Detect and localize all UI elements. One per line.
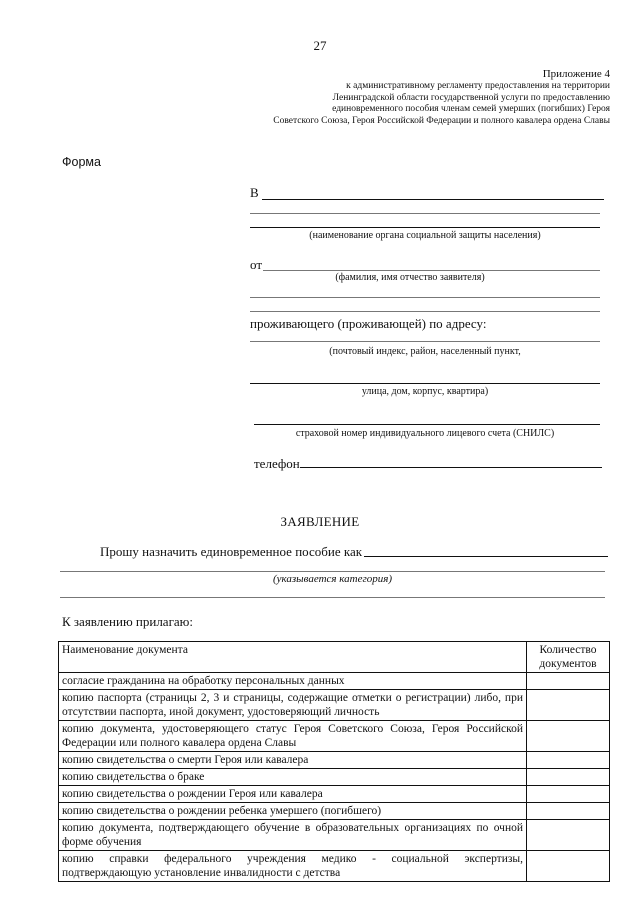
residence-field-line-2[interactable]: [250, 383, 600, 384]
table-row: [59, 752, 610, 769]
residence-caption-2: улица, дом, корпус, квартира): [361, 386, 489, 397]
appendix-line: Ленинградской области государственной услуги по предоставлению: [332, 92, 610, 103]
quantity-cell[interactable]: [527, 752, 610, 769]
quantity-cell[interactable]: [527, 786, 610, 803]
phone-label: телефон: [254, 456, 300, 471]
appendix-line: к административному регламенту предоставления на территории: [346, 81, 610, 91]
document-name: копию свидетельства о браке: [59, 769, 527, 786]
document-name: копию свидетельства о смерти Героя или кавалера: [59, 752, 527, 769]
category-field-line-3[interactable]: [60, 597, 605, 598]
table-row: [59, 820, 610, 851]
appendix-header: [220, 67, 610, 127]
residence-caption-1: (почтовый индекс, район, населенный пункт,: [329, 346, 521, 357]
category-field-line[interactable]: [364, 556, 608, 557]
document-name: копию паспорта (страницы 2, 3 и страницы, содержащие отметки о регистрации) либо, при отсутствии паспорта, иной документ, удостоверяющий личность: [59, 690, 527, 721]
quantity-cell[interactable]: [527, 673, 610, 690]
document-name: копию справки федерального учреждения медико - социальной экспертизы, подтверждающую установление инвалидности с детства: [59, 851, 527, 882]
document-name: копию свидетельства о рождении Героя или кавалера: [59, 786, 527, 803]
from-prefix: от: [250, 257, 263, 272]
to-field-line-3[interactable]: [250, 227, 600, 228]
residence-field-line[interactable]: [250, 341, 600, 342]
table-row: [59, 803, 610, 820]
table-header-row: [59, 642, 610, 673]
attachments-intro: К заявлению прилагаю:: [62, 614, 194, 629]
quantity-cell[interactable]: [527, 721, 610, 752]
form-label: Форма: [62, 155, 101, 169]
appendix-title: Приложение 4: [542, 68, 610, 80]
category-caption: (указывается категория): [272, 573, 393, 585]
residence-label: проживающего (проживающей) по адресу:: [250, 316, 487, 331]
document-name: согласие гражданина на обработку персональных данных: [59, 673, 527, 690]
quantity-cell[interactable]: [527, 851, 610, 882]
to-caption: (наименование органа социальной защиты населения): [309, 230, 541, 241]
quantity-cell[interactable]: [527, 803, 610, 820]
phone-field-line[interactable]: [300, 467, 602, 468]
page-number: 27: [313, 38, 327, 53]
table-row: [59, 851, 610, 882]
table-row: [59, 673, 610, 690]
quantity-cell[interactable]: [527, 769, 610, 786]
document-name: копию свидетельства о рождении ребенка умершего (погибшего): [59, 803, 527, 820]
attachments-table: [58, 641, 610, 882]
appendix-line: единовременного пособия членам семей умерших (погибших) Героя: [332, 104, 610, 114]
table-row: [59, 721, 610, 752]
category-field-line-2[interactable]: [60, 571, 605, 572]
table-row: [59, 690, 610, 721]
header-document-name: Наименование документа: [59, 642, 527, 673]
statement-title: ЗАЯВЛЕНИЕ: [280, 514, 360, 529]
from-field-line-3[interactable]: [250, 311, 600, 312]
to-field-line[interactable]: [262, 199, 604, 200]
appendix-line: Советского Союза, Героя Российской Федерации и полного кавалера ордена Славы: [273, 115, 610, 126]
from-field-line-2[interactable]: [250, 297, 600, 298]
snils-caption: страховой номер индивидуального лицевого счета (СНИЛС): [295, 428, 555, 439]
to-prefix: В: [250, 185, 259, 200]
document-name: копию документа, подтверждающего обучение в образовательных организациях по очной форме обучения: [59, 820, 527, 851]
request-text: Прошу назначить единовременное пособие как: [100, 544, 363, 559]
header-quantity: Количество документов: [527, 642, 610, 673]
to-field-line-2[interactable]: [250, 213, 600, 214]
from-caption: (фамилия, имя отчество заявителя): [335, 272, 485, 283]
table-row: [59, 769, 610, 786]
table-row: [59, 786, 610, 803]
from-field-line[interactable]: [263, 270, 600, 271]
quantity-cell[interactable]: [527, 820, 610, 851]
quantity-cell[interactable]: [527, 690, 610, 721]
document-name: копию документа, удостоверяющего статус Героя Советского Союза, Героя Российской Федерации или полного кавалера ордена Славы: [59, 721, 527, 752]
snils-field-line[interactable]: [254, 424, 600, 425]
